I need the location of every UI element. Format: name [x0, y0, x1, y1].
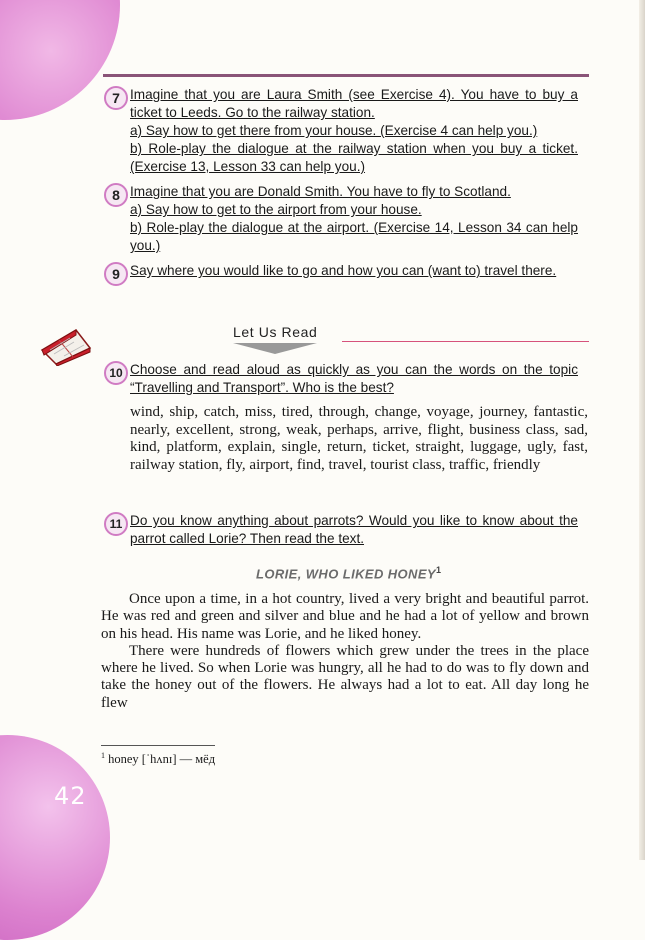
footnote-number: 1 [101, 751, 105, 760]
exercise-line: a) Say how to get there from your house. (Exercise 4 can help you.) [130, 123, 538, 138]
top-rule [103, 74, 589, 77]
exercise-line: b) Role-play the dialogue at the airport. (Exercise 14, Lesson 34 can help you.) [130, 220, 578, 253]
heading-arrow-icon [233, 343, 317, 354]
exercise-text [130, 361, 578, 397]
decorative-corner-circle-top [0, 0, 120, 120]
exercise-10 [104, 361, 578, 397]
exercise-text [130, 183, 578, 255]
word-list: wind, ship, catch, miss, tired, through, change, voyage, journey, fantastic, nearly, excellent, strong, weak, perhaps, arrive, flight, business class, sad, kind, platform, explain, single, return, ticket, straight, luggage, ugly, fast, railway station, fly, airport, find, travel, tourist class, traffic, friendly [130, 404, 588, 473]
exercise-line: Imagine that you are Laura Smith (see Exercise 4). You have to buy a ticket to Leeds. Go to the railway station. [130, 87, 578, 120]
exercise-number-badge: 7 [104, 86, 128, 110]
story-paragraph: There were hundreds of flowers which grew under the trees in the place where he lived. So when Lorie was hungry, all he had to do was to fly down and take the honey out of the flowers. He always had a lot to eat. All day long he flew [101, 642, 589, 711]
story-text [101, 591, 589, 712]
exercise-number-badge: 8 [104, 183, 128, 207]
heading-underline [342, 341, 589, 342]
footnote [101, 751, 215, 767]
exercise-8 [104, 183, 578, 255]
exercise-number-badge: 11 [104, 512, 128, 536]
footnote-mark: 1 [435, 565, 442, 575]
exercise-9 [104, 262, 578, 280]
footnote-rule [101, 745, 215, 746]
exercise-number-badge: 9 [104, 262, 128, 286]
exercise-line: Say where you would like to go and how you can (want to) travel there. [130, 263, 557, 278]
page-number: 42 [54, 782, 87, 810]
exercise-number-badge: 10 [104, 361, 128, 385]
exercise-text [130, 86, 578, 176]
exercise-line: Do you know anything about parrots? Would you like to know about the parrot called Lorie? Then read the text. [130, 513, 578, 546]
story-title-text: LORIE, WHO LIKED HONEY [256, 566, 436, 582]
exercise-line: Imagine that you are Donald Smith. You have to fly to Scotland. [130, 184, 511, 199]
exercise-text [130, 262, 578, 280]
exercise-line: a) Say how to get to the airport from your house. [130, 202, 422, 217]
story-paragraph: Once upon a time, in a hot country, lived a very bright and beautiful parrot. He was red and green and silver and blue and he had a lot of yellow and brown on his head. His name was Lorie, and he liked honey. [101, 591, 589, 642]
book-icon [40, 326, 92, 366]
section-heading: Let Us Read [233, 324, 318, 340]
decorative-corner-circle-bottom [0, 735, 110, 940]
exercise-11 [104, 512, 578, 548]
exercise-7 [104, 86, 578, 176]
page-edge [639, 0, 645, 860]
exercise-line: Choose and read aloud as quickly as you can the words on the topic “Travelling and Transport”. Who is the best? [130, 362, 578, 395]
exercise-text [130, 512, 578, 548]
exercise-line: b) Role-play the dialogue at the railway station when you buy a ticket. (Exercise 13, Lesson 33 can help you.) [130, 141, 578, 174]
footnote-text: honey [ˈhʌnɪ] — мёд [108, 752, 216, 767]
story-title [256, 565, 441, 581]
